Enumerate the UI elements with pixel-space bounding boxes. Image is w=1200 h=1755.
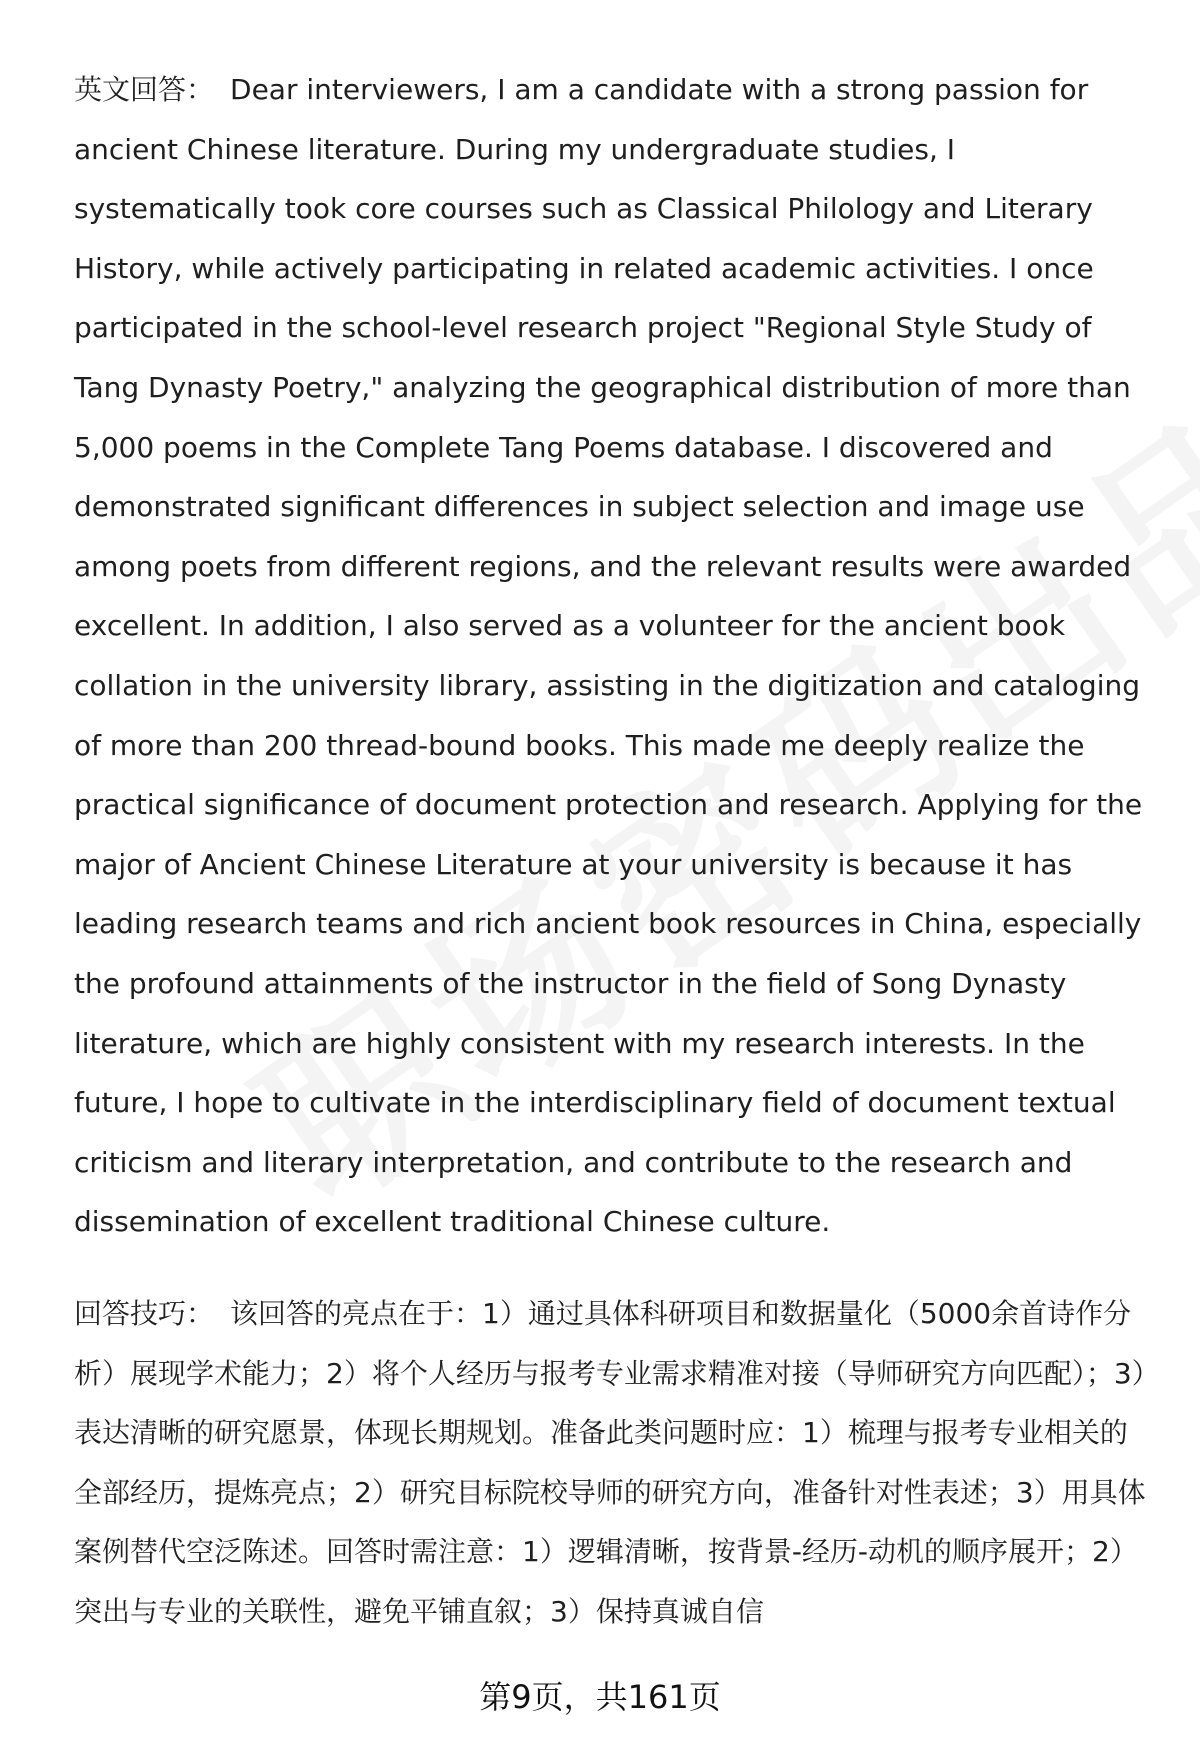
english-answer-label: 英文回答： [74, 73, 215, 106]
answer-tips-label: 回答技巧： [74, 1297, 215, 1330]
english-answer-paragraph [74, 60, 1154, 1252]
answer-tips-text: 该回答的亮点在于：1）通过具体科研项目和数据量化（5000余首诗作分析）展现学术能力；2）将个人经历与报考专业需求精准对接（导师研究方向匹配）；3）表达清晰的研究愿景，体现长期规划。准备此类问题时应：1）梳理与报考专业相关的全部经历，提炼亮点；2）研究目标院校导师的研究方向，准备针对性表述；3）用具体案例替代空泛陈述。回答时需注意：1）逻辑清晰，按背景-经历-动机的顺序展开；2）突出与专业的关联性，避免平铺直叙；3）保持真诚自信 [74, 1297, 1146, 1628]
english-answer-text: Dear interviewers, I am a candidate with a strong passion for ancient Chinese literature. During my undergraduate studies, I systematically took core courses such as Classical Philology and Literary History, while actively participating in related academic activities. I once participated in the school-level research project "Regional Style Study of Tang Dynasty Poetry," analyzing the geographical distribution of more than 5,000 poems in the Complete Tang Poems database. I discovered and demonstrated significant differences in subject selection and image use among poets from different regions, and the relevant results were awarded excellent. In addition, I also served as a volunteer for the ancient book collation in the university library, assisting in the digitization and cataloging of more than 200 thread-bound books. This made me deeply realize the practical significance of document protection and research. Applying for the major of Ancient Chinese Literature at your university is because it has leading research teams and rich ancient book resources in China, especially the profound attainments of the instructor in the field of Song Dynasty literature, which are highly consistent with my research interests. In the future, I hope to cultivate in the interdisciplinary field of document textual criticism and literary interpretation, and contribute to the research and dissemination of excellent traditional Chinese culture. [74, 73, 1143, 1239]
answer-tips-paragraph [74, 1284, 1154, 1642]
page-indicator: 第9页，共161页 [479, 1678, 721, 1716]
